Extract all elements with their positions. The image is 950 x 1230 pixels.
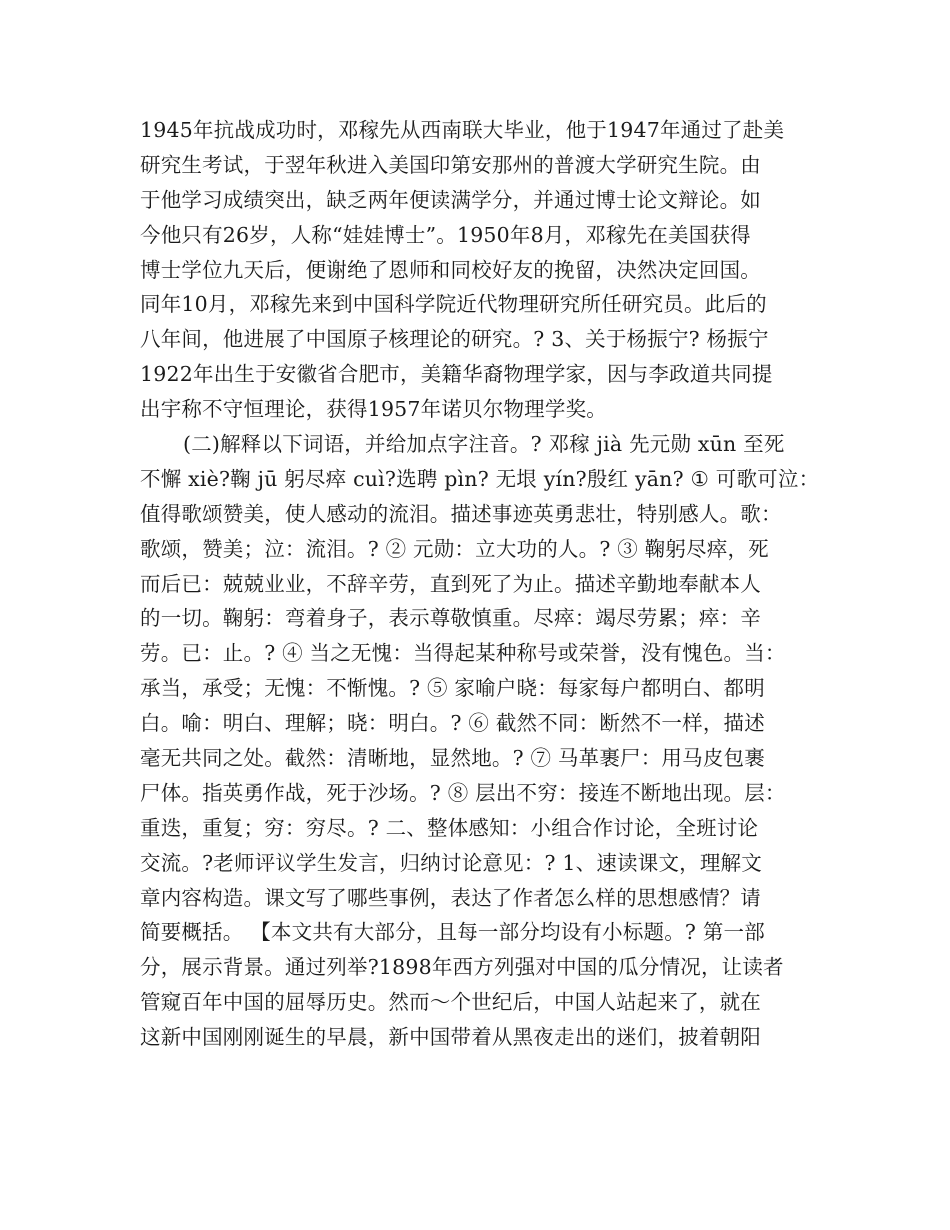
text-line: 于他学习成绩突出，缺乏两年便读满学分，并通过博士论文辩论。如 (140, 187, 761, 212)
text-line: 歌颂，赞美；泣：流泪。? ② 元勋：立大功的人。? ③ 鞠躬尽瘁，死 (140, 536, 769, 561)
text-line: 这新中国刚刚诞生的早晨，新中国带着从黑夜走出的迷们，披着朝阳 (140, 1025, 761, 1050)
text-line: 研究生考试，于翌年秋进入美国印第安那州的普渡大学研究生院。由 (140, 152, 761, 177)
text-line: 分，展示背景。通过列举?1898年西方列强对中国的瓜分情况，让读者 (140, 955, 784, 980)
text-line: 不懈 xiè?鞠 jū 躬尽瘁 cuì?选聘 pìn? 无垠 yín?殷红 yān? ① 可歌可泣： (140, 466, 820, 491)
text-line-indented: (二)解释以下词语，并给加点字注音。? 邓稼 jià 先元勋 xūn 至死 (183, 432, 785, 457)
text-line: 出宇称不守恒理论，获得1957年诺贝尔物理学奖。 (140, 397, 607, 422)
text-line: 章内容构造。课文写了哪些事例，表达了作者怎么样的思想感情？请 (140, 885, 761, 910)
text-line: 承当，承受；无愧：不惭愧。? ⑤ 家喻户晓：每家每户都明白、都明 (140, 676, 765, 701)
document-body (140, 113, 820, 1055)
text-line: 今他只有26岁，人称“娃娃博士”。1950年8月，邓稼先在美国获得 (140, 222, 751, 247)
text-line: 同年10月，邓稼先来到中国科学院近代物理研究所任研究员。此后的 (140, 292, 767, 317)
text-line: 八年间，他进展了中国原子核理论的研究。? 3、关于杨振宁? 杨振宁 (140, 327, 769, 352)
text-line: 重迭，重复；穷：穷尽。? 二、整体感知：小组合作讨论，全班讨论 (140, 815, 759, 840)
text-line: 而后已：兢兢业业，不辞辛劳，直到死了为止。描述辛勤地奉献本人 (140, 571, 761, 596)
text-line: 的一切。鞠躬：弯着身子，表示尊敬慎重。尽瘁：竭尽劳累；瘁：辛 (140, 606, 761, 631)
text-line: 白。喻：明白、理解；晓：明白。? ⑥ 截然不同：断然不一样，描述 (140, 711, 765, 736)
paragraph-2 (140, 427, 820, 1055)
text-line: 交流。?老师评议学生发言，归纳讨论意见：? 1、速读课文，理解文 (140, 850, 762, 875)
paragraph-1 (140, 113, 820, 427)
text-line: 1922年出生于安徽省合肥市，美籍华裔物理学家，因与李政道共同提 (140, 362, 773, 387)
text-line: 1945年抗战成功时，邓稼先从西南联大毕业，他于1947年通过了赴美 (140, 118, 785, 142)
text-line: 简要概括。 【本文共有大部分，且每一部分均设有小标题。? 第一部 (140, 920, 765, 945)
text-line: 毫无共同之处。截然：清晰地，显然地。? ⑦ 马革裹尸：用马皮包裹 (140, 746, 765, 771)
text-line: 劳。已：止。? ④ 当之无愧：当得起某种称号或荣誉，没有愧色。当： (140, 641, 786, 666)
text-line: 管窥百年中国的屈辱历史。然而～个世纪后，中国人站起来了，就在 (140, 990, 761, 1015)
text-line: 博士学位九天后，便谢绝了恩师和同校好友的挽留，决然决定回国。 (140, 257, 761, 282)
text-line: 尸体。指英勇作战，死于沙场。? ⑧ 层出不穷：接连不断地出现。层： (140, 780, 786, 805)
text-line: 值得歌颂赞美，使人感动的流泪。描述事迹英勇悲壮，特别感人。歌： (140, 501, 782, 526)
